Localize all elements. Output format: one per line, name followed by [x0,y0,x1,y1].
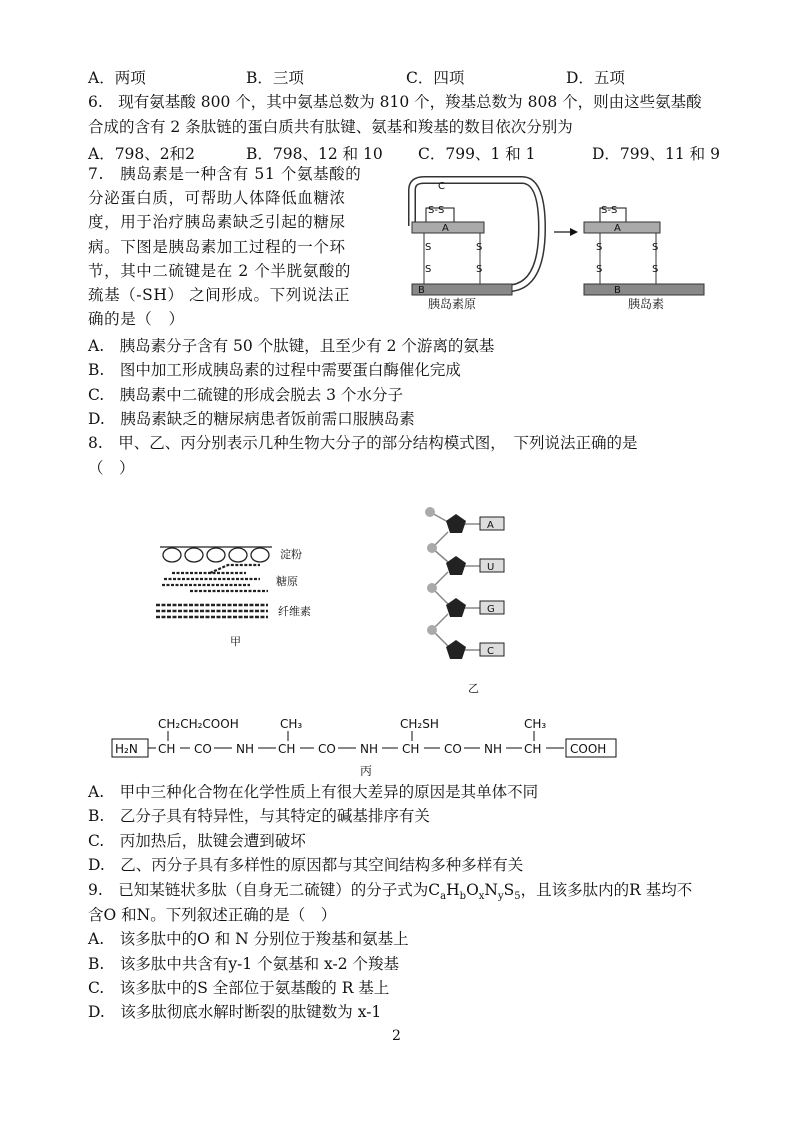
label-b-right: B [614,285,621,296]
formula-sub: b [459,891,467,903]
q8-option-a: A. 甲中三种化合物在化学性质上有很大差异的原因是其单体不同 [88,783,539,801]
q7-option-c: C. 胰岛素中二硫键的形成会脱去 3 个水分子 [88,386,403,404]
caption-proinsulin: 胰岛素原 [428,297,477,311]
q8-option-c: C. 丙加热后，肽键会遭到破坏 [88,832,306,850]
page-number: 2 [392,1028,401,1044]
ss-bond-top-right: S-S [601,205,618,216]
formula-element: N [484,881,498,899]
q8-option-d: D. 乙、丙分子具有多样性的原因都与其空间结构多种多样有关 [88,856,524,874]
arrow-icon [570,228,578,236]
formula-element: S [503,881,515,899]
label-cellulose: 纤维素 [278,605,311,618]
label-a-left: A [442,223,449,234]
r-group-4: CH₃ [524,717,547,731]
s-atom: S [652,242,659,253]
amino-group: H₂N [115,742,138,756]
ss-bond-top-left: S-S [428,205,445,216]
q5-option-c: C．四项 [406,69,465,87]
r-group-3: CH₂SH [400,717,439,731]
alpha-carbon: CH [524,742,542,756]
figure-bing [110,715,630,779]
q7-stem-line: 巯基（-SH） 之间形成。下列说法正 [88,286,351,305]
q9-option-c: C. 该多肽中的S 全部位于氨基酸的 R 基上 [88,979,390,997]
label-yi: 乙 [468,682,479,695]
amide-nh: NH [236,742,254,756]
q9-option-d: D. 该多肽彻底水解时断裂的肽键数为 x-1 [88,1003,382,1021]
s-atom: S [652,264,659,275]
formula-sub: x [478,891,485,903]
q7-stem [88,162,390,331]
glycogen-branches [162,565,268,591]
q8-stem-line1: 8. 甲、乙、丙分别表示几种生物大分子的部分结构模式图， 下列说法正确的是 [88,434,638,452]
carbonyl: CO [444,742,462,756]
cellulose-chains [156,605,268,617]
label-jia: 甲 [230,635,241,648]
q9-option-a: A. 该多肽中的O 和 N 分别位于羧基和氨基上 [88,930,409,948]
chain-b-right [584,284,704,295]
figure-jia [150,535,350,655]
chain-b-left [412,284,512,295]
q5-option-d: D．五项 [566,69,625,87]
chain-a-right [584,222,660,233]
q6-option-c: C．799、1 和 1 [418,145,536,163]
formula-element: H [446,881,460,899]
amide-nh: NH [360,742,378,756]
label-glycogen: 糖原 [276,575,298,588]
q5-option-a: A．两项 [88,69,146,87]
q5-option-b: B．三项 [246,69,304,87]
starch-coil [160,547,272,562]
q6-option-b: B．798、12 和 10 [246,145,383,163]
r-group-2: CH₃ [280,717,303,731]
formula-element: O [466,881,479,899]
q6-stem-line2: 合成的含有 2 条肽链的蛋白质共有肽键、氨基和羧基的数目依次分别为 [88,118,573,136]
alpha-carbon: CH [278,742,296,756]
s-atom: S [596,264,603,275]
q7-stem-line: 度，用于治疗胰岛素缺乏引起的糖尿 [88,213,346,232]
q7-option-d: D. 胰岛素缺乏的糖尿病患者饭前需口服胰岛素 [88,410,415,428]
insulin-figure [390,168,720,318]
label-bing: 丙 [360,764,373,778]
q7-stem-line: 分泌蛋白质，可帮助人体降低血糖浓 [88,189,346,208]
phosphate-groups [425,507,437,635]
label-b-left: B [418,285,425,296]
q7-option-b: B. 图中加工形成胰岛素的过程中需要蛋白酶催化完成 [88,361,461,379]
base-label: G [487,604,495,615]
q6-stem-line1: 6. 现有氨基酸 800 个，其中氨基总数为 810 个，羧基总数为 808 个，则由这些氨基酸 [88,93,702,111]
base-label: A [487,520,494,531]
q6-option-a: A．798、2和2 [88,145,196,163]
q7-stem-line: 病。下图是胰岛素加工过程的一个环 [88,237,346,256]
s-atom: S [425,242,432,253]
base-label: C [487,646,494,657]
alpha-carbon: CH [402,742,420,756]
label-a-right: A [614,223,621,234]
s-atom: S [476,242,483,253]
label-starch: 淀粉 [280,548,302,561]
alpha-carbon: CH [158,742,176,756]
carbonyl: CO [318,742,336,756]
q7-stem-line: 确的是（ ） [88,310,185,329]
carbonyl: CO [194,742,212,756]
s-atom: S [596,242,603,253]
q6-option-d: D．799、11 和 9 [592,145,720,163]
label-c: C [438,181,445,192]
figure-yi [418,500,528,700]
carboxyl-group: COOH [570,742,607,756]
base-label: U [487,562,495,573]
r-group-1: CH₂CH₂COOH [158,717,239,731]
q8-stem-line2: （ ） [88,459,135,477]
q9-option-b: B. 该多肽中共含有y-1 个氨基和 x-2 个羧基 [88,955,400,973]
formula-sub: y [497,891,504,903]
ribose-sugars [446,514,466,659]
s-atom: S [476,264,483,275]
s-atom: S [425,264,432,275]
caption-insulin: 胰岛素 [628,297,665,311]
q9-stem-end: ，且该多肽内的R 基均不 [520,881,693,899]
formula-sub: a [440,891,447,903]
formula-sub: 5 [514,891,521,903]
amide-nh: NH [484,742,502,756]
q7-option-a: A. 胰岛素分子含有 50 个肽键，且至少有 2 个游离的氨基 [88,337,495,355]
q8-option-b: B. 乙分子具有特异性，与其特定的碱基排序有关 [88,807,430,825]
q7-stem-line: 7. 胰岛素是一种含有 51 个氨基酸的 [88,165,362,183]
q9-stem-line2: 含O 和N。下列叙述正确的是（ ） [88,906,337,924]
q9-stem-start: 9. 已知某链状多肽（自身无二硫键）的分子式为C [88,881,441,899]
q7-stem-line: 节，其中二硫键是在 2 个半胱氨酸的 [88,261,352,280]
